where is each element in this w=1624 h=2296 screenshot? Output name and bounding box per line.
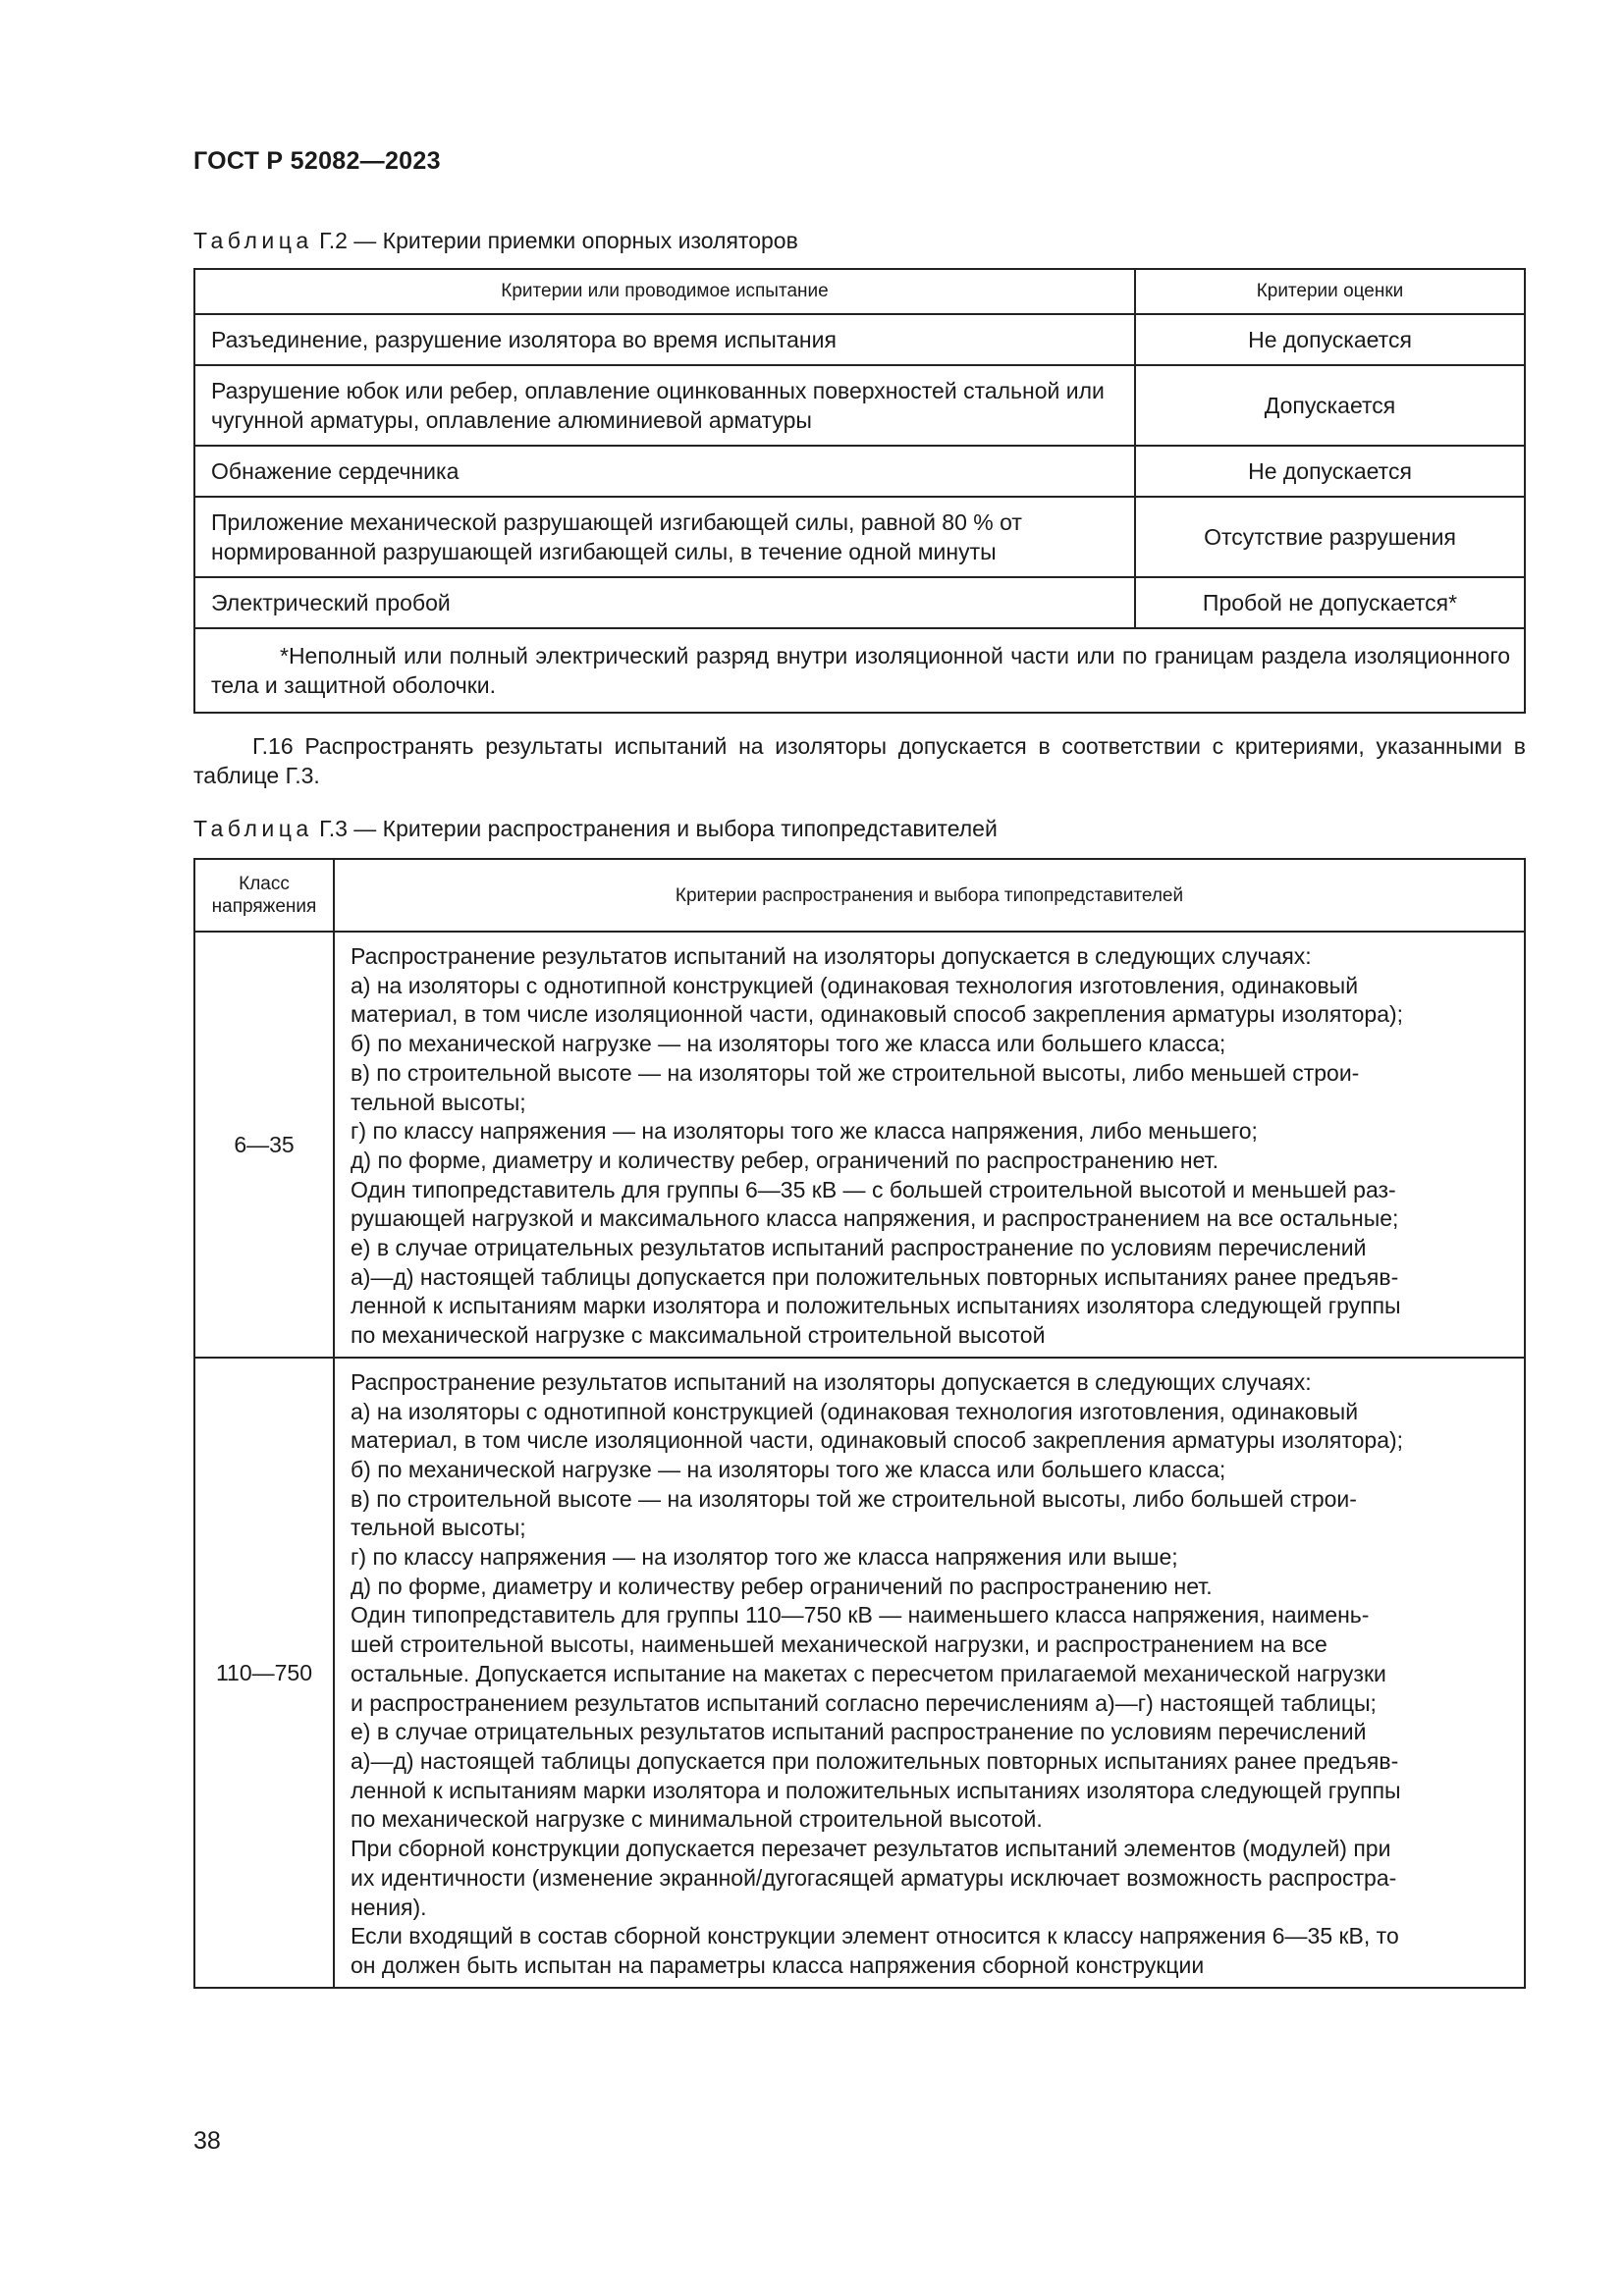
criteria-line: г) по классу напряжения — на изолятор того же класса напряжения или выше; (351, 1544, 1178, 1571)
evaluation-cell: Отсутствие разрушения (1135, 497, 1525, 577)
table-row (194, 932, 1525, 1358)
column-header-distribution-criteria: Критерии распространения и выбора типопредставителей (334, 859, 1525, 932)
criteria-line: шей строительной высоты, наименьшей механической нагрузки, и распространением на все (351, 1631, 1327, 1658)
criteria-text-cell (334, 1358, 1525, 1988)
criteria-line: в) по строительной высоте — на изоляторы той же строительной высоты, либо большей строи- (351, 1485, 1357, 1512)
page-number: 38 (193, 2127, 221, 2155)
criteria-line: д) по форме, диаметру и количеству ребер, ограничений по распространению нет. (351, 1147, 1219, 1173)
criteria-line: д) по форме, диаметру и количеству ребер ограничений по распространению нет. (351, 1573, 1213, 1599)
criteria-line: б) по механической нагрузке — на изоляторы того же класса или большего класса; (351, 1031, 1226, 1057)
criteria-line: материал, в том числе изоляционной части, одинаковый способ закрепления арматуры изолятора); (351, 1001, 1404, 1028)
criteria-line: е) в случае отрицательных результатов испытаний распространение по условиям перечислений (351, 1235, 1367, 1261)
evaluation-cell: Допускается (1135, 365, 1525, 446)
criteria-line: тельной высоты; (351, 1515, 526, 1541)
criteria-line: а) на изоляторы с однотипной конструкцией (одинаковая технология изготовления, одинаковый (351, 1398, 1359, 1424)
criterion-cell: Обнажение сердечника (194, 446, 1135, 497)
distribution-criteria-table (193, 858, 1526, 1989)
voltage-class-cell: 6—35 (194, 932, 334, 1358)
table-row (194, 365, 1525, 446)
table-row (194, 497, 1525, 577)
table-row (194, 577, 1525, 628)
criterion-cell: Электрический пробой (194, 577, 1135, 628)
criteria-line: ленной к испытаниям марки изолятора и положительных испытаниях изолятора следующей группы (351, 1777, 1401, 1803)
criteria-line: нения). (351, 1894, 427, 1920)
criteria-line: он должен быть испытан на параметры класса напряжения сборной конструкции (351, 1951, 1205, 1978)
table-footnote: *Неполный или полный электрический разряд внутри изоляционной части или по границам раздела изоляционного тела и защитной оболочки. (194, 628, 1525, 713)
criterion-cell: Разрушение юбок или ребер, оплавление оцинкованных поверхностей стальной или чугунной арматуры, оплавление алюминиевой арматуры (194, 365, 1135, 446)
column-header-evaluation: Критерии оценки (1135, 269, 1525, 314)
table-row (194, 446, 1525, 497)
caption-word: Таблица (193, 228, 313, 253)
criteria-line: Распространение результатов испытаний на изоляторы допускается в следующих случаях: (351, 1368, 1312, 1395)
criteria-line: по механической нагрузке с максимальной строительной высотой (351, 1322, 1046, 1349)
criteria-line: остальные. Допускается испытание на макетах с пересчетом прилагаемой механической нагрузки (351, 1660, 1386, 1686)
criteria-line: Один типопредставитель для группы 6—35 кВ — с большей строительной высотой и меньшей раз- (351, 1176, 1396, 1202)
criteria-line: а) на изоляторы с однотипной конструкцией (одинаковая технология изготовления, одинаковый (351, 972, 1359, 998)
document-header: ГОСТ Р 52082—2023 (193, 147, 441, 175)
criteria-line: е) в случае отрицательных результатов испытаний распространение по условиям перечислений (351, 1719, 1367, 1745)
criteria-line: б) по механической нагрузке — на изоляторы того же класса или большего класса; (351, 1456, 1226, 1482)
criteria-text-cell (334, 932, 1525, 1358)
table-row (194, 1358, 1525, 1988)
paragraph-g16: Г.16 Распространять результаты испытаний на изоляторы допускается в соответствии с критериями, указанными в таблице Г.3. (193, 733, 1526, 788)
evaluation-cell: Пробой не допускается* (1135, 577, 1525, 628)
criteria-line: по механической нагрузке с минимальной строительной высотой. (351, 1806, 1043, 1833)
footnote-row (194, 628, 1525, 713)
voltage-class-cell: 110—750 (194, 1358, 334, 1988)
criterion-cell: Разъединение, разрушение изолятора во время испытания (194, 314, 1135, 365)
criteria-line: а)—д) настоящей таблицы допускается при положительных повторных испытаниях ранее предъяв- (351, 1747, 1399, 1774)
criteria-line: ленной к испытаниям марки изолятора и положительных испытаниях изолятора следующей группы (351, 1293, 1401, 1319)
table-g2-caption (193, 226, 798, 255)
criteria-line: Если входящий в состав сборной конструкции элемент относится к классу напряжения 6—35 кВ, то (351, 1923, 1399, 1949)
caption-title: Г.2 — Критерии приемки опорных изоляторов (312, 228, 798, 253)
criteria-line: При сборной конструкции допускается перезачет результатов испытаний элементов (модулей) при (351, 1836, 1391, 1862)
caption-word: Таблица (193, 816, 313, 841)
criteria-line: рушающей нагрузкой и максимального класса напряжения, и распространением на все остальные; (351, 1205, 1399, 1232)
evaluation-cell: Не допускается (1135, 446, 1525, 497)
criteria-line: их идентичности (изменение экранной/дугогасящей арматуры исключает возможность распростра- (351, 1864, 1397, 1891)
criteria-line: Распространение результатов испытаний на изоляторы допускается в следующих случаях: (351, 943, 1312, 969)
table-g3-caption (193, 814, 998, 843)
criteria-line: материал, в том числе изоляционной части, одинаковый способ закрепления арматуры изолятора); (351, 1427, 1404, 1454)
caption-title: Г.3 — Критерии распространения и выбора типопредставителей (312, 816, 998, 841)
criterion-cell: Приложение механической разрушающей изгибающей силы, равной 80 % от нормированной разрушающей изгибающей силы, в течение одной минуты (194, 497, 1135, 577)
criteria-line: а)—д) настоящей таблицы допускается при положительных повторных испытаниях ранее предъяв- (351, 1263, 1399, 1290)
column-header-criteria: Критерии или проводимое испытание (194, 269, 1135, 314)
table-row (194, 314, 1525, 365)
acceptance-criteria-table (193, 268, 1526, 714)
criteria-line: в) по строительной высоте — на изоляторы той же строительной высоты, либо меньшей строи- (351, 1059, 1360, 1086)
column-header-voltage-class: Класс напряжения (194, 859, 334, 932)
criteria-line: и распространением результатов испытаний согласно перечислениям а)—г) настоящей таблицы; (351, 1689, 1377, 1716)
evaluation-cell: Не допускается (1135, 314, 1525, 365)
criteria-line: г) по классу напряжения — на изоляторы того же класса напряжения, либо меньшего; (351, 1118, 1258, 1145)
criteria-line: Один типопредставитель для группы 110—750 кВ — наименьшего класса напряжения, наимень- (351, 1602, 1370, 1629)
criteria-line: тельной высоты; (351, 1089, 526, 1115)
